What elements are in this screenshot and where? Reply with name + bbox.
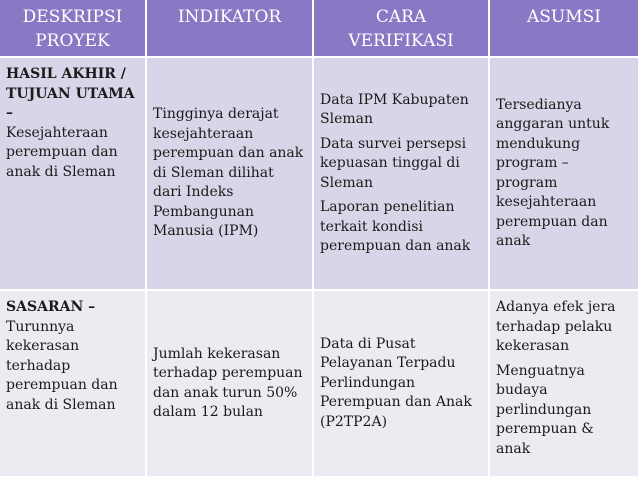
header-line: VERIFIKASI [348, 31, 454, 51]
row2-asumsi-item: Adanya efek jera terhadap pelaku kekerasan [496, 299, 616, 354]
header-deskripsi-proyek [0, 0, 147, 58]
row2-asumsi-item: Menguatnya budaya perlindungan perempuan & anak [496, 362, 594, 457]
header-indikator [147, 0, 314, 58]
header-line: PROYEK [35, 31, 110, 51]
header-line: CARA [375, 7, 427, 27]
row2-verifikasi-item: Data di Pusat Pelayanan Terpadu Perlindungan Perempuan dan Anak (P2TP2A) [320, 335, 472, 430]
row1-verifikasi-item: Data IPM Kabupaten Sleman [320, 91, 469, 127]
row2-asumsi [490, 291, 638, 478]
row1-indikator-text: Tingginya derajat kesejahteraan perempuan dan anak di Sleman dilihat dari Indeks Pembangunan Manusia (IPM) [153, 106, 304, 240]
header-line: DESKRIPSI [22, 7, 123, 27]
header-line: ASUMSI [526, 7, 602, 27]
row1-indikator [147, 58, 314, 291]
row2-indikator-text: Jumlah kekerasan terhadap perempuan dan anak turun 50% dalam 12 bulan [153, 345, 303, 420]
row2-deskripsi [0, 291, 147, 478]
row1-deskripsi-text: Kesejahteraan perempuan dan anak di Sleman [6, 124, 118, 180]
row1-asumsi-item: Tersedianya anggaran untuk mendukung program – program kesejahteraan perempuan dan anak [496, 96, 610, 249]
row2-deskripsi-text: Turunnya kekerasan terhadap perempuan dan anak di Sleman [6, 318, 118, 413]
row2-deskripsi-title: SASARAN – [6, 299, 96, 315]
header-cara-verifikasi [314, 0, 490, 58]
header-line: INDIKATOR [177, 7, 282, 27]
row2-indikator [147, 291, 314, 478]
row1-asumsi [490, 58, 638, 291]
row1-verifikasi [314, 58, 490, 291]
row1-verifikasi-item: Laporan penelitian terkait kondisi perempuan dan anak [320, 199, 471, 254]
row1-verifikasi-item: Data survei persepsi kepuasan tinggal di Sleman [320, 135, 467, 191]
row2-verifikasi [314, 291, 490, 478]
row1-deskripsi-title: HASIL AKHIR / TUJUAN UTAMA – [6, 66, 135, 121]
header-asumsi [490, 0, 638, 58]
row1-deskripsi [0, 58, 147, 291]
